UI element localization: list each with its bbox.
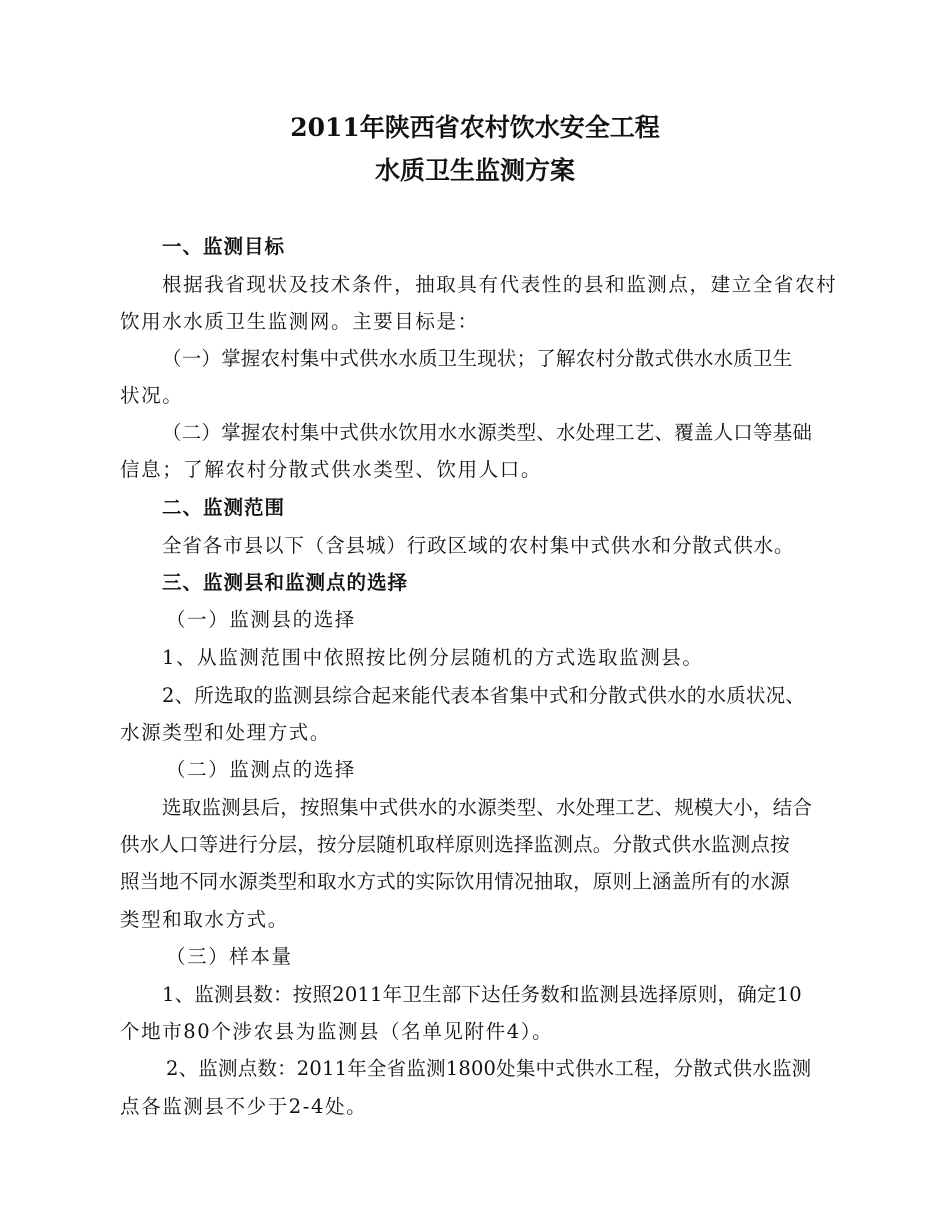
paragraph-line: 供水人口等进行分层，按分层随机取样原则选择监测点。分散式供水监测点按 xyxy=(120,833,790,856)
paragraph-line: 状况。 xyxy=(120,384,184,407)
paragraph-line: 选取监测县后，按照集中式供水的水源类型、水处理工艺、规模大小，结合 xyxy=(162,796,813,819)
paragraph-line: 2、所选取的监测县综合起来能代表本省集中式和分散式供水的水质状况、 xyxy=(162,684,806,707)
subsection-heading: （三）样本量 xyxy=(166,945,293,968)
section-heading-monitoring-goals: 一、监测目标 xyxy=(162,235,286,258)
paragraph-line: （二）掌握农村集中式供水饮用水水源类型、水处理工艺、覆盖人口等基础 xyxy=(162,421,813,444)
section-heading-monitoring-scope: 二、监测范围 xyxy=(162,496,286,519)
subsection-heading: （一）监测县的选择 xyxy=(166,608,356,631)
paragraph-line: 照当地不同水源类型和取水方式的实际饮用情况抽取，原则上涵盖所有的水源 xyxy=(120,870,790,893)
document-title-line-1: 2011年陕西省农村饮水安全工程 xyxy=(290,113,660,142)
paragraph-line: 1、从监测范围中依照按比例分层随机的方式选取监测县。 xyxy=(162,646,704,669)
paragraph-line: 1、监测县数：按照2011年卫生部下达任务数和监测县选择原则，确定10 xyxy=(162,983,802,1006)
paragraph-line: （一）掌握农村集中式供水水质卫生现状；了解农村分散式供水水质卫生 xyxy=(162,347,793,370)
paragraph-line: 类型和取水方式。 xyxy=(120,908,289,931)
section-heading-county-and-site-selection: 三、监测县和监测点的选择 xyxy=(162,571,409,594)
paragraph-line: 根据我省现状及技术条件，抽取具有代表性的县和监测点，建立全省农村 xyxy=(162,273,838,296)
paragraph-line: 饮用水水质卫生监测网。主要目标是： xyxy=(120,310,479,333)
subsection-heading: （二）监测点的选择 xyxy=(166,758,356,781)
paragraph-line: 2、监测点数：2011年全省监测1800处集中式供水工程，分散式供水监测 xyxy=(166,1057,812,1080)
document-title-line-2: 水质卫生监测方案 xyxy=(374,156,575,185)
paragraph-line: 水源类型和处理方式。 xyxy=(120,721,332,744)
paragraph-line: 点各监测县不少于2-4处。 xyxy=(120,1095,368,1118)
paragraph-line: 全省各市县以下（含县城）行政区域的农村集中式供水和分散式供水。 xyxy=(162,534,795,557)
paragraph-line: 个地市80个涉农县为监测县（名单见附件4）。 xyxy=(120,1020,554,1043)
paragraph-line: 信息；了解农村分散式供水类型、饮用人口。 xyxy=(120,458,543,481)
